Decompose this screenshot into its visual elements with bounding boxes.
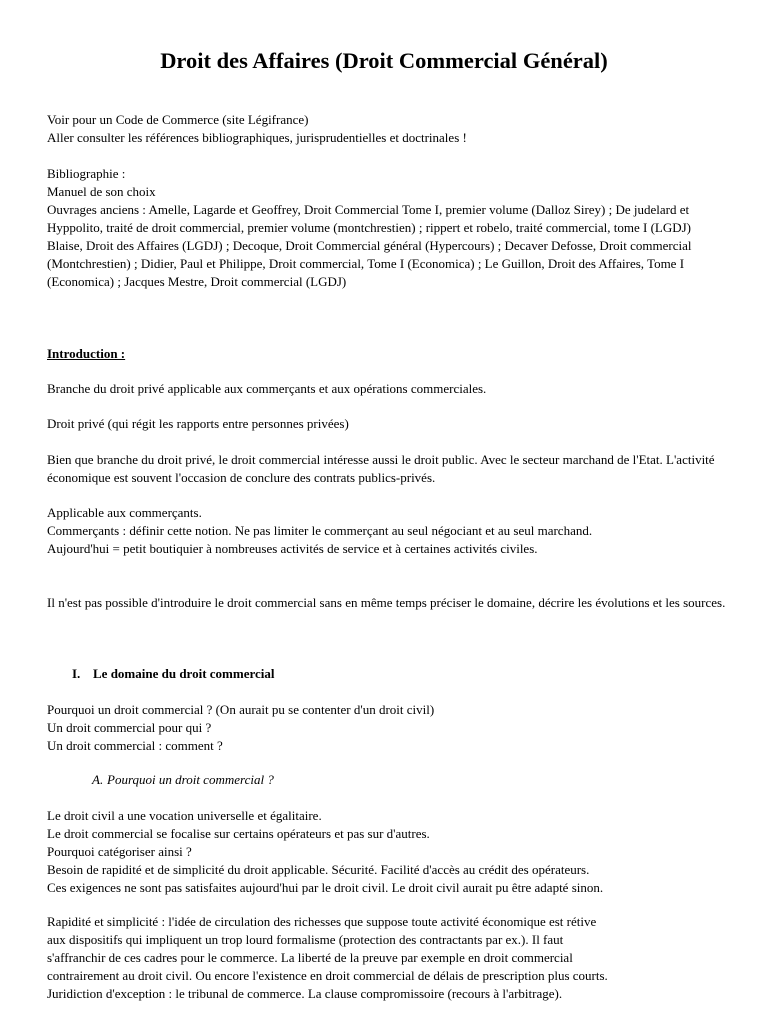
paragraph [47, 451, 737, 487]
paragraph-text: Branche du droit privé applicable aux commerçants et aux opérations commerciales. [47, 381, 487, 396]
text-line: Juridiction d'exception : le tribunal de commerce. La clause compromissoire (recours à l'arbitrage). [47, 986, 563, 1001]
text-line: Voir pour un Code de Commerce (site Légifrance) [47, 112, 309, 127]
text-line: Le droit civil a une vocation universelle et égalitaire. [47, 808, 322, 823]
paragraph-text: Bien que branche du droit privé, le droit commercial intéresse aussi le droit public. Avec le secteur marchand de l'Etat. L'activité économique est souvent l'occasion de conclure des contrats publics-privés. [47, 452, 715, 485]
paragraph [47, 504, 737, 558]
text-line: Aller consulter les références bibliographiques, jurisprudentielles et doctrinales ! [47, 130, 467, 145]
text-line: Pourquoi un droit commercial ? (On aurait pu se contenter d'un droit civil) [47, 702, 435, 717]
text-line: Ces exigences ne sont pas satisfaites aujourd'hui par le droit civil. Le droit civil aurait pu être adapté sinon. [47, 880, 604, 895]
intro-notes [47, 111, 737, 147]
text-line: Un droit commercial pour qui ? [47, 720, 212, 735]
paragraph [47, 594, 737, 612]
subsection-title: Pourquoi un droit commercial ? [107, 772, 274, 787]
text-line: Le droit commercial se focalise sur certains opérateurs et pas sur d'autres. [47, 826, 430, 841]
text-line: Un droit commercial : comment ? [47, 738, 223, 753]
paragraph-text: Il n'est pas possible d'introduire le droit commercial sans en même temps préciser le domaine, décrire les évolutions et les sources. [47, 595, 726, 610]
subsection-number: A. [92, 772, 104, 787]
document-title: Droit des Affaires (Droit Commercial Général) [160, 48, 608, 73]
paragraph-text: Droit privé (qui régit les rapports entre personnes privées) [47, 416, 349, 431]
text-line: Rapidité et simplicité : l'idée de circulation des richesses que suppose toute activité économique est rétive [47, 914, 597, 929]
questions-list [47, 701, 737, 755]
paragraph [47, 913, 737, 1003]
bibliography-heading: Bibliographie : [47, 166, 126, 181]
text-line: contrairement au droit civil. Ou encore l'existence en droit commercial de délais de prescription plus courts. [47, 968, 608, 983]
text-line: Commerçants : définir cette notion. Ne pas limiter le commerçant au seul négociant et au seul marchand. [47, 523, 593, 538]
text-line: s'affranchir de ces cadres pour le commerce. La liberté de la preuve par exemple en droit commercial [47, 950, 573, 965]
text-line: Besoin de rapidité et de simplicité du droit applicable. Sécurité. Facilité d'accès au crédit des opérateurs. [47, 862, 590, 877]
section-title: Le domaine du droit commercial [93, 666, 275, 681]
bibliography-manual: Manuel de son choix [47, 184, 156, 199]
bibliography-old-works: Ouvrages anciens : Amelle, Lagarde et Geoffrey, Droit Commercial Tome I, premier volume (Dalloz Sirey) ; De judelard et Hyppolito, traité de droit commercial, premier volume (montchrestien) ; rippert et robelo, traité commercial, tome I (LGDJ) [47, 202, 692, 235]
paragraph [47, 415, 737, 433]
text-line: Aujourd'hui = petit boutiquier à nombreuses activités de service et à certaines activités civiles. [47, 541, 538, 556]
text-line: Applicable aux commerçants. [47, 505, 202, 520]
paragraph [47, 807, 737, 897]
section-number: I. [72, 666, 81, 681]
introduction-heading [47, 345, 737, 363]
introduction-heading-text: Introduction : [47, 346, 126, 361]
text-line: Pourquoi catégoriser ainsi ? [47, 844, 192, 859]
bibliography [47, 165, 737, 291]
bibliography-recent-works: Blaise, Droit des Affaires (LGDJ) ; Decoque, Droit Commercial général (Hypercours) ; Decaver Defosse, Droit commercial (Montchrestien) ; Didier, Paul et Philippe, Droit commercial, Tome I (Economica) ; Le Guillon, Droit des Affaires, Tome I (Economica) ; Jacques Mestre, Droit commercial (LGDJ) [47, 238, 692, 289]
text-line: aux dispositifs qui impliquent un trop lourd formalisme (protection des contractants par ex.). Il faut [47, 932, 564, 947]
paragraph [47, 380, 737, 398]
section-heading [72, 665, 275, 683]
subsection-heading [92, 771, 274, 789]
